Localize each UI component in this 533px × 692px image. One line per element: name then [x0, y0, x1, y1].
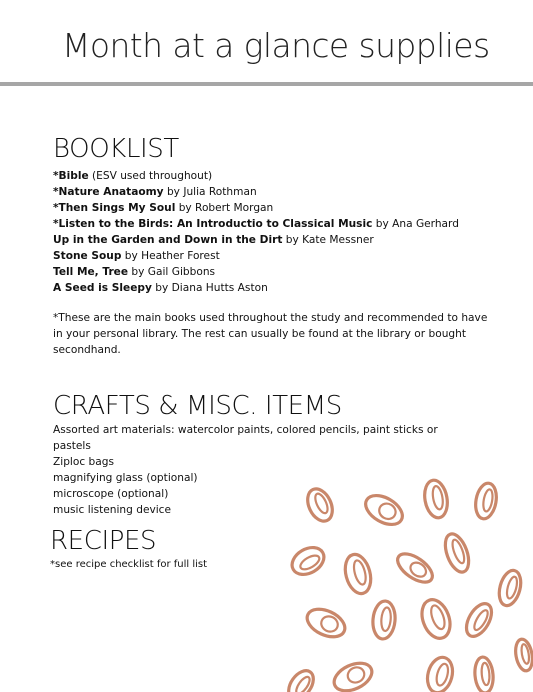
seed-shape — [496, 568, 525, 608]
seed-shape — [330, 658, 376, 692]
book-title: *Listen to the Birds: An Introductio to Classical Music — [53, 218, 373, 230]
seed-shape — [513, 638, 533, 672]
book-detail: by Gail Gibbons — [128, 266, 216, 278]
book-title: Stone Soup — [53, 250, 122, 262]
booklist — [53, 168, 459, 296]
book-item — [53, 200, 459, 216]
book-detail: by Diana Hutts Aston — [151, 282, 268, 294]
seed-shape — [361, 490, 408, 531]
book-detail: (ESV used throughout) — [88, 170, 213, 182]
book-detail: by Kate Messner — [282, 234, 374, 246]
book-detail: by Heather Forest — [121, 250, 220, 262]
book-detail: by Julia Rothman — [163, 186, 257, 198]
seed-shape — [303, 604, 349, 643]
book-title: A Seed is Sleepy — [53, 282, 152, 294]
crafts-item: microscope (optional) — [53, 488, 169, 500]
book-item — [53, 280, 459, 296]
seed-shape — [422, 478, 450, 519]
seed-shape — [441, 531, 473, 575]
book-title: *Then Sings My Soul — [53, 202, 176, 214]
book-title: *Nature Anataomy — [53, 186, 164, 198]
book-item — [53, 232, 459, 248]
title-divider — [0, 82, 533, 86]
book-detail: by Ana Gerhard — [372, 218, 459, 230]
seed-pattern-icon — [285, 470, 533, 692]
book-item — [53, 216, 459, 232]
seed-shape — [393, 548, 437, 587]
book-detail: by Robert Morgan — [175, 202, 274, 214]
seed-decoration — [285, 470, 533, 692]
booklist-heading: BOOKLIST — [53, 134, 179, 164]
seed-shape — [287, 542, 328, 580]
book-title: Tell Me, Tree — [53, 266, 129, 278]
recipes-heading: RECIPES — [50, 526, 157, 556]
book-item — [53, 264, 459, 280]
seed-shape — [473, 656, 494, 692]
book-item — [53, 184, 459, 200]
crafts-heading: CRAFTS & MISC. ITEMS — [53, 391, 342, 421]
seed-shape — [371, 600, 396, 640]
booklist-note: *These are the main books used throughout the study and recommended to have in your personal library. The rest can usually be found at the library or bought secondhand. — [53, 312, 488, 356]
seed-shape — [461, 599, 496, 640]
crafts-item: magnifying glass (optional) — [53, 472, 198, 484]
book-title: *Bible — [53, 170, 89, 182]
crafts-item: music listening device — [53, 504, 172, 516]
book-title: Up in the Garden and Down in the Dirt — [53, 234, 283, 246]
page-title: Month at a glance supplies — [62, 26, 490, 65]
seed-shape — [424, 655, 456, 692]
seed-shape — [417, 596, 455, 642]
crafts-item: Assorted art materials: watercolor paints, colored pencils, paint sticks or pastels — [53, 424, 438, 452]
crafts-item: Ziploc bags — [53, 456, 115, 468]
seed-shape — [285, 666, 318, 692]
seed-shape — [473, 482, 499, 521]
book-item — [53, 248, 459, 264]
book-item — [53, 168, 459, 184]
seed-shape — [303, 485, 337, 525]
seed-shape — [341, 552, 375, 597]
recipes-note: *see recipe checklist for full list — [50, 559, 208, 570]
